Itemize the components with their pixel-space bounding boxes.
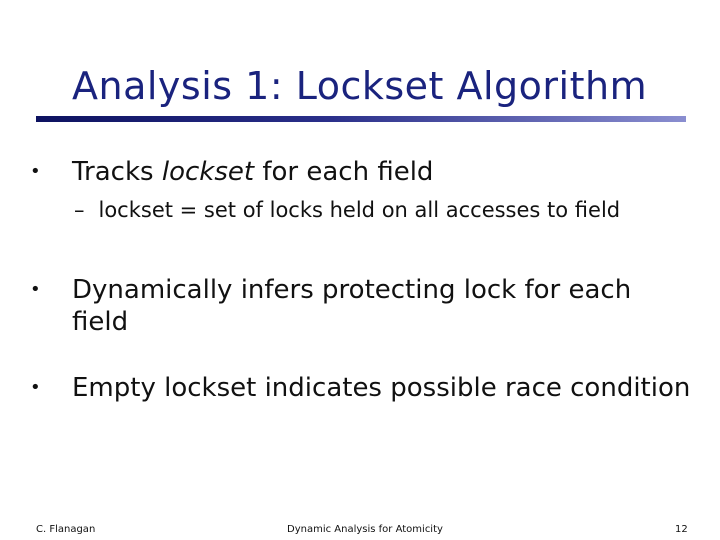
bullet-text: Empty lockset indicates possible race condition <box>72 373 691 403</box>
bullet-text <box>72 156 433 188</box>
sub-bullet-lockset-definition <box>74 196 620 224</box>
bullet-text-line-1: Dynamically infers protecting lock for each <box>72 275 632 305</box>
bullet-marker: • <box>30 279 41 300</box>
title-underline <box>36 116 686 122</box>
sub-bullet-text: lockset = set of locks held on all accesses to field <box>98 198 621 222</box>
bullet-marker: • <box>30 161 41 182</box>
slide-title: Analysis 1: Lockset Algorithm <box>72 64 648 108</box>
bullet-marker: • <box>30 377 41 398</box>
footer-page-number: 12 <box>675 524 688 535</box>
bullet-text-line-2: field <box>72 307 129 337</box>
bullet-text-emphasis: lockset <box>161 157 255 187</box>
sub-bullet-marker: – <box>74 198 85 222</box>
bullet-text-suffix: for each field <box>254 157 434 187</box>
bullet-text-prefix: Tracks <box>72 157 162 187</box>
footer-author: C. Flanagan <box>36 524 96 535</box>
footer-talk-title: Dynamic Analysis for Atomicity <box>287 524 443 535</box>
